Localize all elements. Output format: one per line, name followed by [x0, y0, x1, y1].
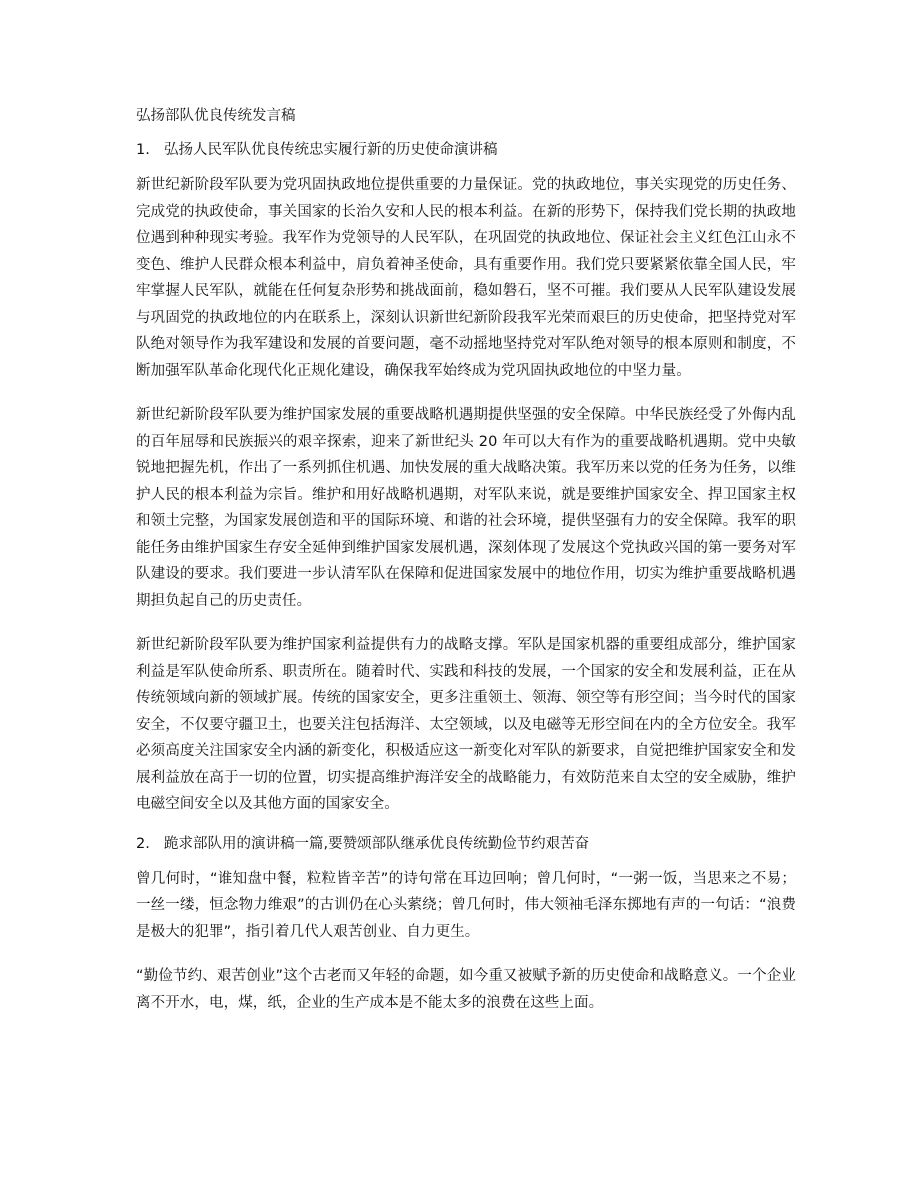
document-title: 弘扬部队优良传统发言稿 [136, 108, 296, 124]
paragraph: 新世纪新阶段军队要为党巩固执政地位提供重要的力量保证。党的执政地位，事关实现党的历史任务、完成党的执政使命，事关国家的长治久安和人民的根本利益。在新的形势下，保持我们党长期的执政地位遇到种种现实考验。我军作为党领导的人民军队，在巩固党的执政地位、保证社会主义红色江山永不变色、维护人民群众根本利益中，肩负着神圣使命，具有重要作用。我们党只要紧紧依靠全国人民，牢牢掌握人民军队，就能在任何复杂形势和挑战面前，稳如磐石，坚不可摧。我们要从人民军队建设发展与巩固党的执政地位的内在联系上，深刻认识新世纪新阶段我军光荣而艰巨的历史使命，把坚持党对军队绝对领导作为我军建设和发展的首要问题，毫不动摇地坚持党对军队绝对领导的根本原则和制度，不断加强军队革命化现代化正规化建设，确保我军始终成为党巩固执政地位的中坚力量。 [136, 177, 796, 379]
paragraph: 新世纪新阶段军队要为维护国家利益提供有力的战略支撑。军队是国家机器的重要组成部分，维护国家利益是军队使命所系、职责所在。随着时代、实践和科技的发展，一个国家的安全和发展利益，正在从传统领域向新的领域扩展。传统的国家安全，更多注重领土、领海、领空等有形空间；当今时代的国家安全，不仅要守疆卫土，也要关注包括海洋、太空领域，以及电磁等无形空间在内的全方位安全。我军必须高度关注国家安全内涵的新变化，积极适应这一新变化对军队的新要求，自觉把维护国家安全和发展利益放在高于一切的位置，切实提高维护海洋安全的战略能力，有效防范来自太空的安全威胁，维护电磁空间安全以及其他方面的国家安全。 [136, 637, 796, 812]
paragraph: “勤俭节约、艰苦创业”这个古老而又年轻的命题，如今重又被赋予新的历史使命和战略意义。一个企业离不开水，电，煤，纸，企业的生产成本是不能太多的浪费在这些上面。 [136, 968, 796, 1011]
paragraph: 曾几何时，“谁知盘中餐，粒粒皆辛苦”的诗句常在耳边回响；曾几何时，“一粥一饭，当思来之不易；一丝一缕，恒念物力维艰”的古训仍在心头萦绕；曾几何时，伟大领袖毛泽东掷地有声的一句话：“浪费是极大的犯罪”，指引着几代人艰苦创业、自力更生。 [136, 870, 796, 940]
section-heading-text: 跪求部队用的演讲稿一篇,要赞颂部队继承优良传统勤俭节约艰苦奋 [164, 835, 590, 852]
section-number: 2. [136, 835, 150, 852]
paragraph: 新世纪新阶段军队要为维护国家发展的重要战略机遇期提供坚强的安全保障。中华民族经受了外侮内乱的百年屈辱和民族振兴的艰辛探索，迎来了新世纪头 20 年可以大有作为的重要战略机遇期。党中央敏锐地把握先机，作出了一系列抓住机遇、加快发展的重大战略决策。我军历来以党的任务为任务，以维护人民的根本利益为宗旨。维护和用好战略机遇期，对军队来说，就是要维护国家安全、捍卫国家主权和领土完整，为国家发展创造和平的国际环境、和谐的社会环境，提供坚强有力的安全保障。我军的职能任务由维护国家生存安全延伸到维护国家发展机遇，深刻体现了发展这个党执政兴国的第一要务对军队建设的要求。我们要进一步认清军队在保障和促进国家发展中的地位作用，切实为维护重要战略机遇期担负起自己的历史责任。 [136, 407, 796, 609]
section-number: 1. [136, 142, 150, 158]
section-heading-text: 弘扬人民军队优良传统忠实履行新的历史使命演讲稿 [164, 142, 498, 158]
section-heading-2 [136, 832, 796, 856]
document-page [136, 104, 796, 1034]
section-heading-1 [136, 138, 796, 162]
